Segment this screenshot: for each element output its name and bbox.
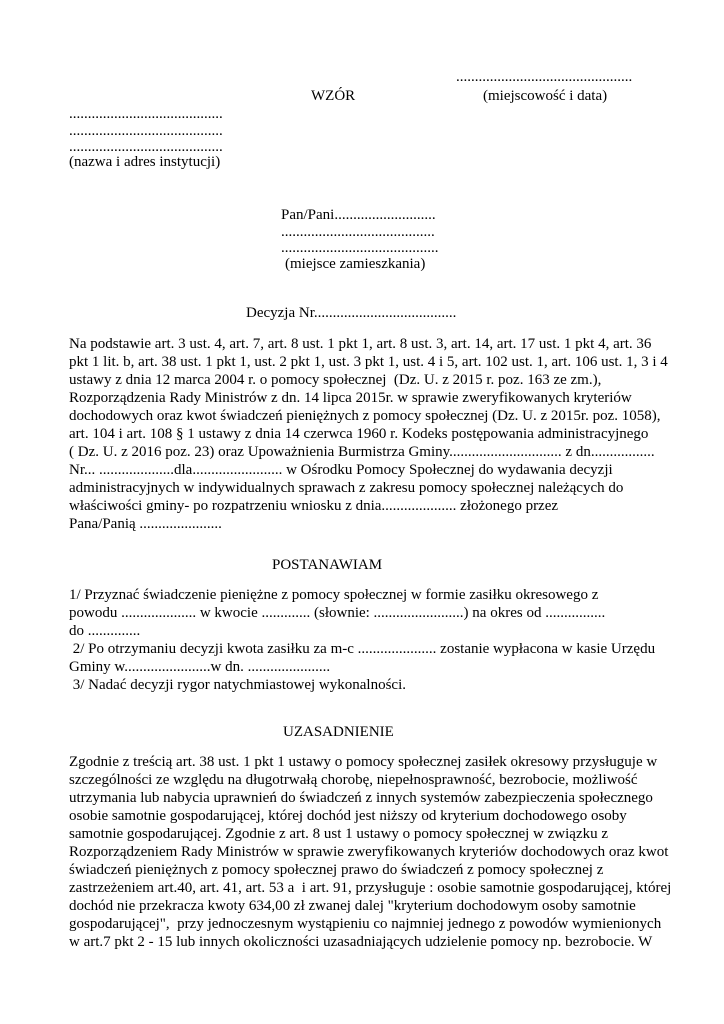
decision-point-line: do ..............	[69, 623, 141, 639]
date-caption: (miejscowość i data)	[483, 88, 608, 104]
justification-line: samotnie gospodarującej. Zgodnie z art. 8 ust 1 ustawy o pomocy społecznej w związku z	[69, 826, 609, 842]
justification-line: szczególności ze względu na długotrwałą chorobę, niepełnosprawność, bezrobocie, możliwość	[69, 772, 638, 788]
legal-basis-line: administracyjnych w indywidualnych sprawach z zakresu pomocy społecznej należących do	[69, 480, 624, 496]
recipient-line-3: ..........................................	[281, 240, 439, 256]
decision-point-line: Gminy w.......................w dn. ......................	[69, 659, 331, 675]
legal-basis-line: właściwości gminy- po rozpatrzeniu wniosku z dnia.................... złożonego przez	[69, 498, 559, 514]
justification-paragraph	[69, 753, 671, 951]
legal-basis-line: dochodowych oraz kwot świadczeń pieniężnych z pomocy społecznej (Dz. U. z 2015r. poz. 1058),	[69, 408, 661, 424]
legal-basis-line: Na podstawie art. 3 ust. 4, art. 7, art. 8 ust. 1 pkt 1, art. 8 ust. 3, art. 14, art. 17 ust. 1 pkt 4, art. 36	[69, 336, 652, 352]
legal-basis-line: pkt 1 lit. b, art. 38 ust. 1 pkt 1, ust. 2 pkt 1, ust. 3 pkt 1, ust. 4 i 5, art. 102 ust. 1, art. 106 ust. 1, 3 i 4	[69, 354, 668, 370]
legal-basis-line: ustawy z dnia 12 marca 2004 r. o pomocy społecznej (Dz. U. z 2015 r. poz. 163 ze zm.),	[69, 372, 602, 388]
page-title: WZÓR	[311, 88, 356, 104]
justification-line: gospodarującej", przy jednoczesnym wystąpieniu co najmniej jednego z powodów wymienionych	[69, 916, 662, 932]
justification-line: Zgodnie z treścią art. 38 ust. 1 pkt 1 ustawy o pomocy społecznej zasiłek okresowy przysługuje w	[69, 754, 658, 770]
justification-line: utrzymania lub nabycia uprawnień do świadczeń z innych systemów zabezpieczenia społecznego	[69, 790, 653, 806]
institution-line-2: .........................................	[69, 123, 223, 139]
institution-line-1: .........................................	[69, 106, 223, 122]
justification-heading: UZASADNIENIE	[283, 724, 394, 740]
recipient-line-1: Pan/Pani...........................	[281, 207, 436, 223]
legal-basis-paragraph	[69, 335, 668, 533]
justification-line: dochód nie przekracza kwoty 634,00 zł zwanej dalej "kryterium dochodowym osoby samotnie	[69, 898, 636, 914]
decision-point-line: 3/ Nadać decyzji rygor natychmiastowej wykonalności.	[69, 677, 406, 693]
justification-line: świadczeń pieniężnych z pomocy społecznej prawo do świadczeń z pomocy społecznej z	[69, 862, 604, 878]
decision-points	[69, 586, 655, 694]
decision-point-line: 1/ Przyznać świadczenie pieniężne z pomocy społecznej w formie zasiłku okresowego z	[69, 587, 599, 603]
legal-basis-line: Rozporządzenia Rady Ministrów z dn. 14 lipca 2015r. w sprawie zweryfikowanych kryteriów	[69, 390, 632, 406]
decision-point-line: powodu .................... w kwocie ............. (słownie: ........................) na okres od ................	[69, 605, 606, 621]
legal-basis-line: Pana/Panią ......................	[69, 516, 222, 532]
institution-caption: (nazwa i adres instytucji)	[69, 154, 221, 170]
legal-basis-line: ( Dz. U. z 2016 poz. 23) oraz Upoważnienia Burmistrza Gminy.............................. z dn.................	[69, 444, 655, 460]
justification-line: w art.7 pkt 2 - 15 lub innych okoliczności uzasadniających udzielenie pomocy np. bezrobocie. W	[69, 934, 653, 950]
institution-line-3: .........................................	[69, 139, 223, 155]
recipient-line-2: .........................................	[281, 224, 435, 240]
decision-heading: POSTANAWIAM	[272, 557, 383, 573]
recipient-caption: (miejsce zamieszkania)	[285, 256, 426, 272]
justification-line: osobie samotnie gospodarującej, której dochód jest niższy od kryterium dochodowego osoby	[69, 808, 627, 824]
legal-basis-line: Nr... ....................dla........................ w Ośrodku Pomocy Społecznej do wydawania decyzji	[69, 462, 613, 478]
justification-line: Rozporządzeniem Rady Ministrów w sprawie zweryfikowanych kryteriów dochodowych oraz kwot	[69, 844, 669, 860]
legal-basis-line: art. 104 i art. 108 § 1 ustawy z dnia 14 czerwca 1960 r. Kodeks postępowania administracyjnego	[69, 426, 649, 442]
decision-point-line: 2/ Po otrzymaniu decyzji kwota zasiłku za m-c ..................... zostanie wypłacona w kasie Urzędu	[69, 641, 656, 657]
decision-title: Decyzja Nr......................................	[246, 305, 457, 321]
justification-line: zastrzeżeniem art.40, art. 41, art. 53 a i art. 91, przysługuje : osobie samotnie gospodarującej, której	[69, 880, 672, 896]
date-dots-line: ...............................................	[456, 69, 633, 85]
